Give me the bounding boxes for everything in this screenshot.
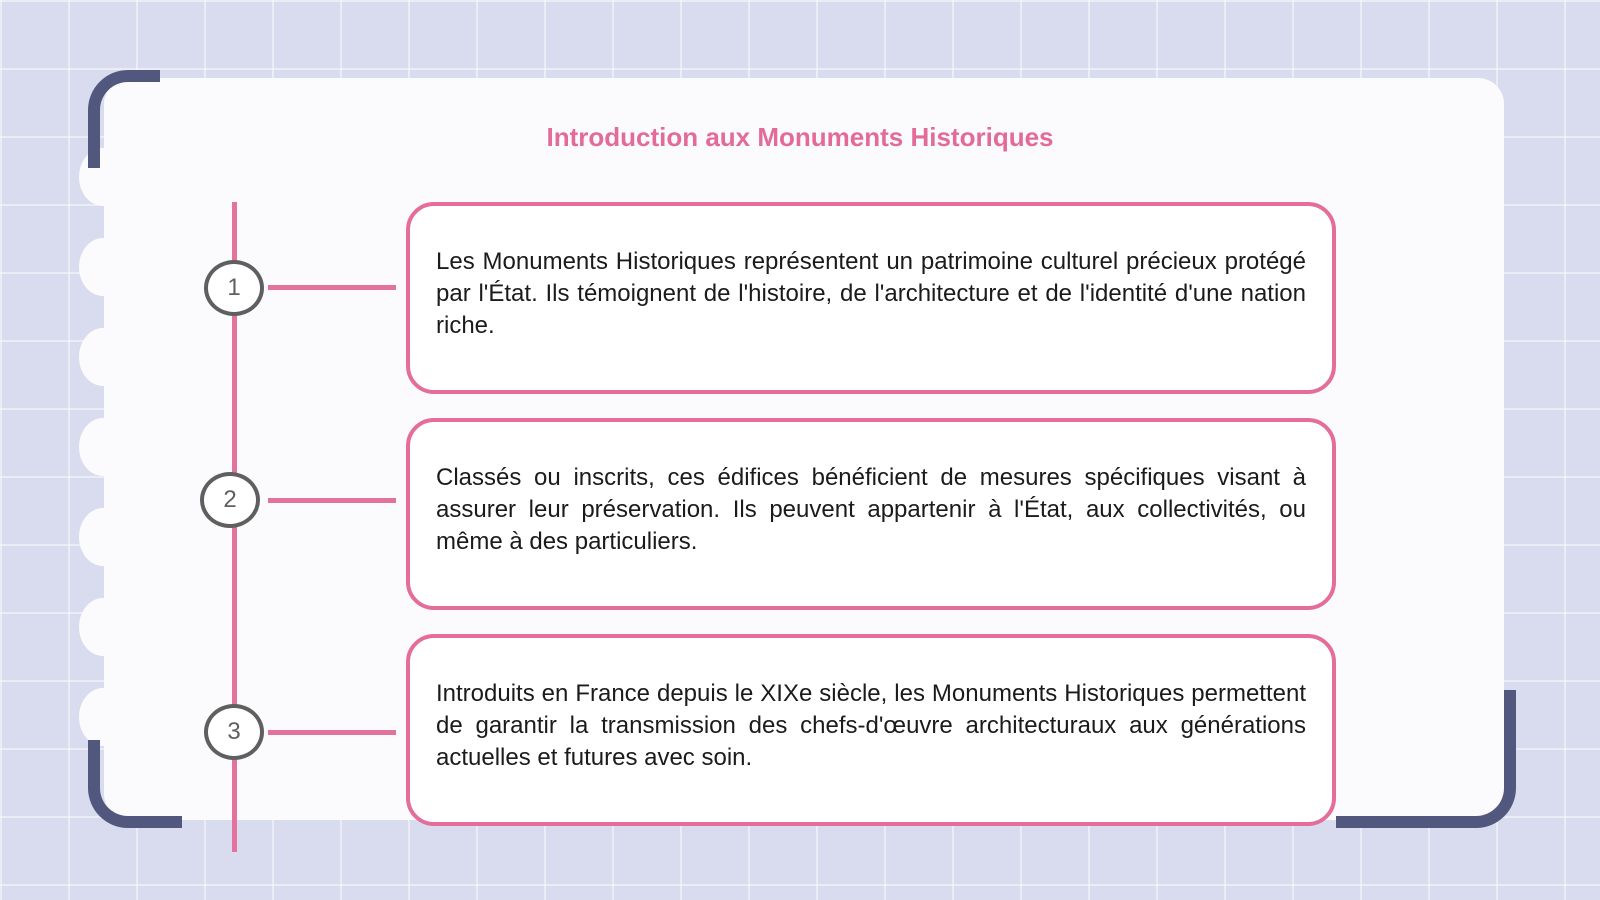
- timeline-connector: [268, 730, 396, 735]
- info-card-3: [406, 634, 1336, 826]
- paper-notch: [79, 418, 127, 476]
- info-card-2: [406, 418, 1336, 610]
- step-number-1: 1: [204, 260, 264, 316]
- step-number-3: 3: [204, 704, 264, 760]
- paper-notch: [79, 688, 127, 746]
- timeline-connector: [268, 498, 396, 503]
- info-card-text: Introduits en France depuis le XIXe siècle, les Monuments Historiques permettent de garantir la transmission des chefs-d'œuvre architecturaux aux générations actuelles et futures avec soin.: [436, 680, 1306, 771]
- info-card-text: Les Monuments Historiques représentent un patrimoine culturel précieux protégé par l'État. Ils témoignent de l'histoire, de l'architecture et de l'identité d'une nation riche.: [436, 248, 1306, 339]
- step-number-2: 2: [200, 472, 260, 528]
- paper-notch: [79, 508, 127, 566]
- paper-notch: [79, 238, 127, 296]
- info-card-text: Classés ou inscrits, ces édifices bénéficient de mesures spécifiques visant à assurer leur préservation. Ils peuvent appartenir à l'État, aux collectivités, ou même à des particuliers.: [436, 464, 1306, 555]
- frame-corner-bottom-left: [88, 740, 182, 828]
- frame-corner-bottom-right: [1336, 690, 1516, 828]
- frame-corner-top-left: [88, 70, 160, 168]
- timeline-connector: [268, 285, 396, 290]
- info-card-1: [406, 202, 1336, 394]
- slide-title: Introduction aux Monuments Historiques: [546, 122, 1054, 152]
- paper-notch: [79, 328, 127, 386]
- paper-notch: [79, 598, 127, 656]
